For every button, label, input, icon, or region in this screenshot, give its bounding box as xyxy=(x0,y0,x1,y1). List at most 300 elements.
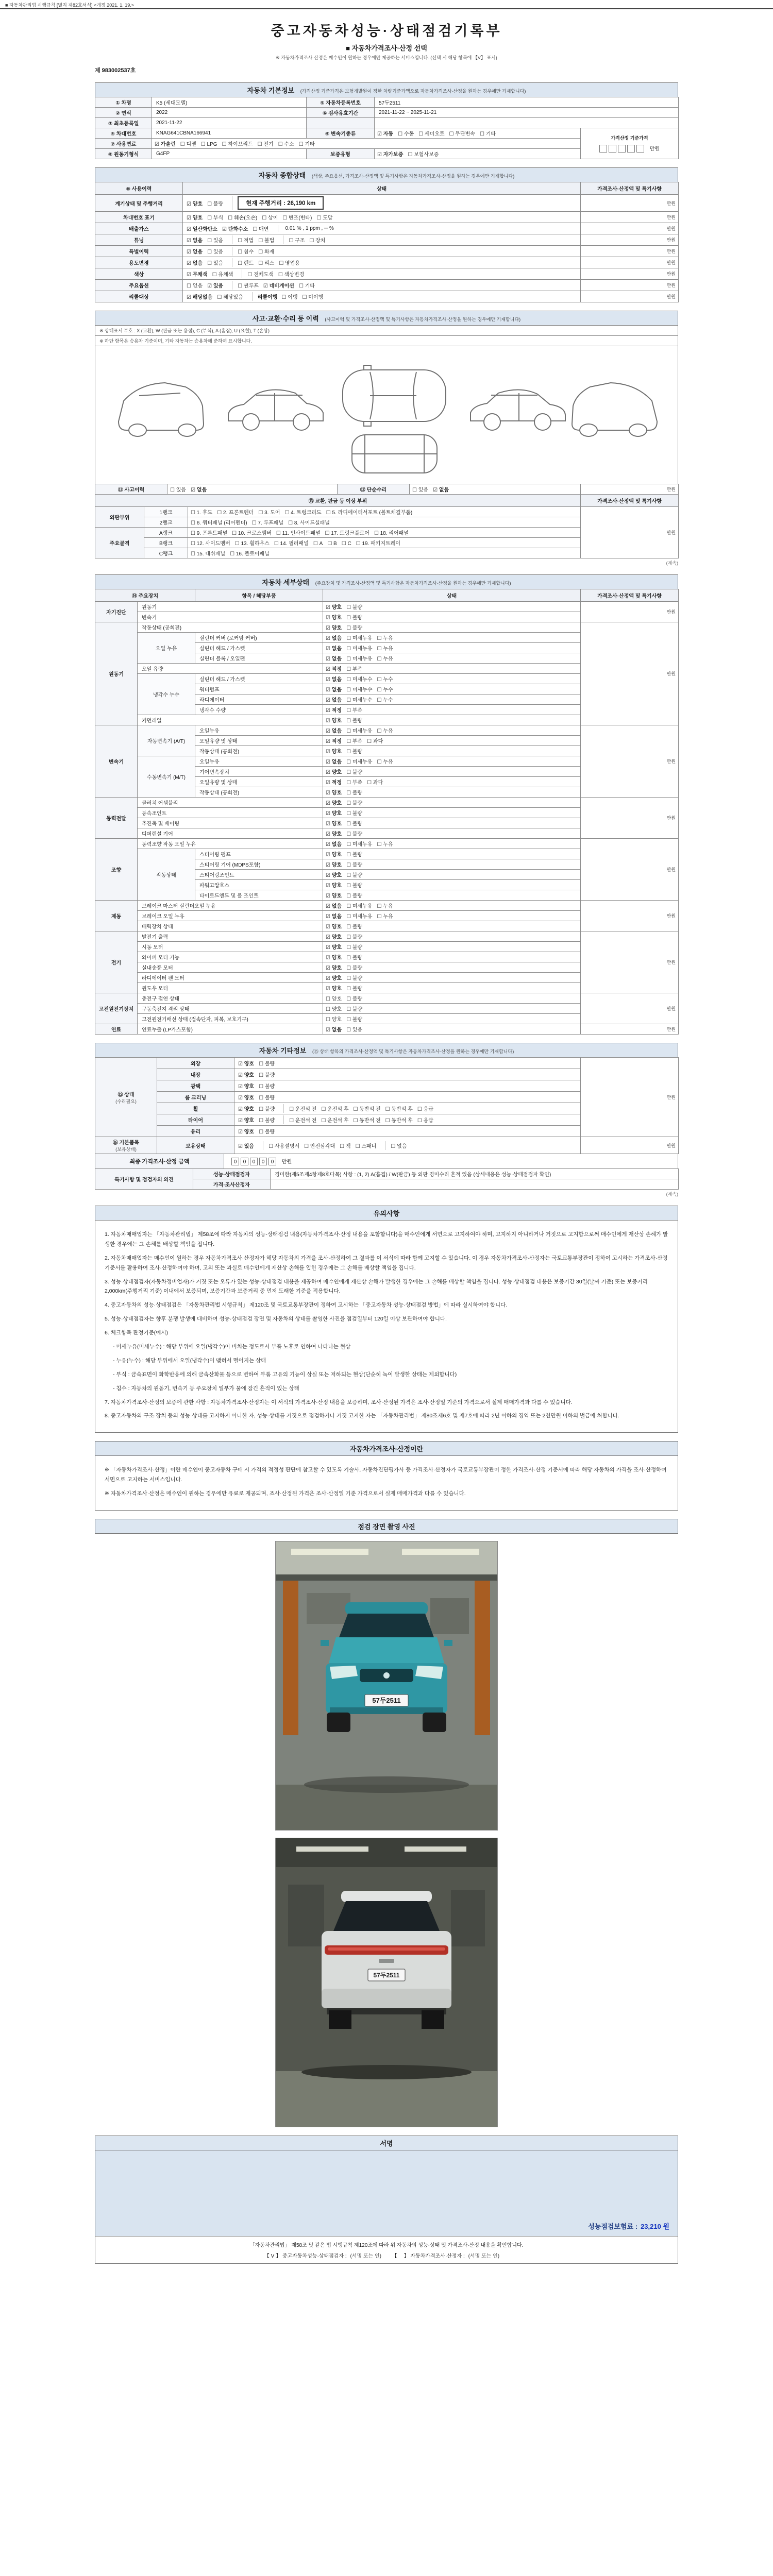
notices-title: 유의사항 xyxy=(95,1206,678,1221)
digit-box[interactable] xyxy=(618,145,626,152)
checkbox-option[interactable]: ☑ 없음 xyxy=(326,904,342,909)
checkbox-option[interactable]: ☑ 양호 xyxy=(326,605,342,611)
checkbox-option[interactable]: ☑ 양호 xyxy=(326,749,342,755)
pricing-info-line: ※ 「자동차가격조사·산정」이란 매수인이 중고자동차 구매 시 가격의 적정성 판단에 참고할 수 있도록 기술사, 자동차진단평가사 등 가격조사·산정자가 국토교통부장관이 정한 가격조사·산정 기준서에 따라 해당 자동차의 가격을 조사·산정하여 서면으로 고지하는 서비스입니다. xyxy=(105,1467,667,1483)
checkbox-option[interactable]: ☐ LPG xyxy=(200,142,217,147)
table-header-row xyxy=(95,495,679,507)
checkbox-option[interactable]: ☐ 유채색 xyxy=(212,272,233,278)
inspection-photo-front xyxy=(275,1541,498,1831)
checkbox-option[interactable]: ☐ 19. 패키지트레이 xyxy=(356,541,401,547)
digit-box[interactable] xyxy=(609,145,616,152)
checkbox-option[interactable]: ☑ 양호 xyxy=(238,1095,255,1101)
checkbox-option[interactable]: ☑ 양호 xyxy=(326,718,342,724)
checkbox-option[interactable]: ☐ 부족 xyxy=(346,739,363,744)
checkbox-option[interactable]: ☑ 양호 xyxy=(238,1061,255,1067)
checkbox-option[interactable]: ☐ 불량 xyxy=(346,801,363,806)
checkbox-option[interactable]: ☑ 없음 xyxy=(326,677,342,683)
checkbox-option[interactable]: ☐ B xyxy=(327,541,337,547)
checkbox-option[interactable]: ☐ 색상변경 xyxy=(278,272,305,278)
usage-state xyxy=(183,268,581,280)
checkbox-option[interactable]: ☑ 양호 xyxy=(326,615,342,621)
digit-box[interactable] xyxy=(599,145,607,152)
checkbox-option[interactable]: ☐ 1. 후드 xyxy=(191,510,213,516)
checkbox-option[interactable]: ☐ 불량 xyxy=(346,945,363,951)
checkbox-option[interactable]: ☑ 해당없음 xyxy=(187,295,213,300)
checkbox-option[interactable]: ☑ 자가보증 xyxy=(377,152,404,158)
checkbox-option[interactable]: ☐ 상이 xyxy=(262,215,278,221)
checkbox-option[interactable]: ☐ 불량 xyxy=(346,1017,363,1023)
item-cell: 시동 모터 xyxy=(138,942,323,952)
checkbox-option[interactable]: ☐ 장치 xyxy=(309,238,326,244)
device-cell: 동력전달 xyxy=(95,798,138,839)
checkbox-option[interactable]: ☐ 전기 xyxy=(257,142,274,147)
checkbox-option[interactable]: ☐ 불량 xyxy=(259,1061,275,1067)
checkbox-option[interactable]: ☐ 스패너 xyxy=(355,1143,377,1149)
item-cell: 오일유량 및 상태 xyxy=(195,777,323,787)
inspection-label: ⑥ 검사유효기간 xyxy=(307,108,375,118)
checkbox-option[interactable]: ☐ 16. 플로어패널 xyxy=(230,551,270,557)
checkbox-option[interactable]: ☐ 기타 xyxy=(298,142,315,147)
rank-cell: 2랭크 xyxy=(144,517,188,528)
checkbox-option[interactable]: ☑ 양호 xyxy=(326,811,342,817)
checkbox-option[interactable]: ☐ 누유 xyxy=(377,656,393,662)
checkbox-option[interactable]: ☐ 불량 xyxy=(259,1118,275,1124)
checkbox-option[interactable]: ☐ 부족 xyxy=(346,667,363,672)
checkbox-option[interactable]: ☐ 4. 트렁크리드 xyxy=(284,510,322,516)
section-detail-title xyxy=(95,574,678,589)
checkbox-option[interactable]: ☑ 양호 xyxy=(326,883,342,889)
checkbox-option[interactable]: ☐ 미세누유 xyxy=(346,728,373,734)
checkbox-option[interactable]: ☑ 양호 xyxy=(326,852,342,858)
item-cell: 기어변속장치 xyxy=(195,767,323,777)
checkbox-option[interactable]: ☐ 과다 xyxy=(367,780,383,786)
checkbox-option[interactable]: ☐ 불량 xyxy=(346,924,363,930)
digit-box[interactable]: 0 xyxy=(268,1158,276,1165)
checkbox-option[interactable]: ☐ 부족 xyxy=(346,780,363,786)
checkbox-option[interactable]: ☐ 운전석 후 xyxy=(321,1107,349,1112)
checkbox-option[interactable]: ☐ 누수 xyxy=(377,698,393,703)
checkbox-option[interactable]: ☑ 양호 xyxy=(238,1084,255,1090)
device-cell: 원동기 xyxy=(95,622,138,725)
checkbox-option[interactable]: ☐ 적법 xyxy=(238,238,254,244)
appraiser-seal[interactable]: (서명 또는 인) xyxy=(468,2253,500,2260)
option-group xyxy=(186,269,242,278)
checkbox-option[interactable]: ☐ 미세누수 xyxy=(346,698,373,703)
checkbox-option[interactable]: ☑ 양호 xyxy=(238,1118,255,1124)
checkbox-option[interactable]: ☐ 응급 xyxy=(417,1118,433,1124)
checkbox-option[interactable]: ☑ 양호 xyxy=(326,976,342,981)
checkbox-option[interactable]: ☐ 해당있음 xyxy=(217,295,243,300)
checkbox-option[interactable]: ☑ 있음 xyxy=(207,283,224,289)
checkbox-option[interactable]: ☐ 있음 xyxy=(346,1027,363,1033)
checkbox-option[interactable]: ☐ 미세누유 xyxy=(346,914,373,920)
device-cell: 제동 xyxy=(95,901,138,931)
checkbox-option[interactable]: ☐ 부족 xyxy=(346,708,363,714)
checkbox-option[interactable]: ☐ 미세누유 xyxy=(346,656,373,662)
checkbox-option[interactable]: ☐ 기타 xyxy=(479,131,496,137)
checkbox-option[interactable]: ☐ 불량 xyxy=(346,893,363,899)
checkbox-option[interactable]: ☐ 불량 xyxy=(346,832,363,837)
item-cell: 스티어링 기어 (MDPS포함) xyxy=(195,859,323,870)
checkbox-option[interactable]: ☐ 리스 xyxy=(258,261,275,266)
checkbox-option[interactable]: ☐ 2. 프론트펜더 xyxy=(217,510,254,516)
usage-state xyxy=(183,234,581,246)
checkbox-option[interactable]: ☐ 17. 트렁크플로어 xyxy=(325,531,369,536)
checkbox-option[interactable]: ☑ 자동 xyxy=(377,131,394,137)
checkbox-option[interactable]: ☐ 불량 xyxy=(346,852,363,858)
notice-paragraph: 5. 성능·상태점검자는 향후 분쟁 발생에 대비하여 성능·상태점검 장면 및 자동차의 상태를 촬영한 사진을 점검일부터 120일 이상 보관하여야 합니다. xyxy=(105,1316,447,1323)
checkbox-option[interactable]: ☑ 양호 xyxy=(326,801,342,806)
checkbox-option[interactable]: ☑ 양호 xyxy=(326,955,342,961)
checkbox-option[interactable]: ☐ 구조 xyxy=(289,238,305,244)
checkbox-option[interactable]: ☐ 불법 xyxy=(258,238,275,244)
notice-paragraph: 4. 중고자동차의 성능·상태점검은 「자동차관리법 시행규칙」 제120조 및 국토교통부장관이 정하여 고시하는 「중고자동차 성능·상태점검 방법」에 따라 실시하여야 합니다. xyxy=(105,1302,508,1309)
checkbox-option[interactable]: ☐ 운전석 전 xyxy=(289,1118,317,1124)
checkbox-option[interactable]: ☑ 없음 xyxy=(326,1027,342,1033)
state-cell xyxy=(323,1014,581,1024)
item-cell: 타이어 xyxy=(157,1114,234,1126)
checkbox-option[interactable]: ☑ 양호 xyxy=(326,790,342,796)
checkbox-option[interactable]: ☐ 매연 xyxy=(253,227,269,232)
checkbox-option[interactable]: ☐ 영업용 xyxy=(279,261,300,266)
checkbox-option[interactable]: ☑ 없음 xyxy=(191,487,207,493)
checkbox-option[interactable]: ☐ 10. 크로스멤버 xyxy=(232,531,272,536)
checkbox-option[interactable]: ☐ 누유 xyxy=(377,914,393,920)
checkbox-option[interactable]: ☑ 양호 xyxy=(187,201,203,207)
item-cell: 오일유량 및 상태 xyxy=(195,736,323,746)
state-cell xyxy=(323,694,581,705)
col-price: 가격조사·산정액 및 특기사항 xyxy=(581,495,679,507)
checkbox-option[interactable]: ☐ 불량 xyxy=(346,770,363,775)
item-cell: 배력장치 상태 xyxy=(138,921,323,931)
checkbox-option[interactable]: ☑ 양호 xyxy=(238,1107,255,1112)
checkbox-option[interactable]: ☑ 있음 xyxy=(238,1143,255,1149)
checkbox-option[interactable]: ☐ 불량 xyxy=(207,201,224,207)
section-overall-title xyxy=(95,167,678,182)
table-header-row xyxy=(95,182,679,195)
accident-history-options xyxy=(167,484,338,495)
checkbox-option[interactable]: ☐ 불량 xyxy=(346,976,363,981)
usage-label: 색상 xyxy=(95,268,183,280)
checkbox-option[interactable]: ☑ 없음 xyxy=(326,687,342,693)
checkbox-option[interactable]: ☐ 수동 xyxy=(398,131,414,137)
checkbox-option[interactable]: ☐ 7. 루프패널 xyxy=(251,520,284,526)
checkbox-option[interactable]: ☑ 없음 xyxy=(326,759,342,765)
checkbox-option[interactable]: ☐ 불량 xyxy=(346,615,363,621)
checkbox-option[interactable]: ☐ 동반석 전 xyxy=(353,1107,381,1112)
checkbox-option[interactable]: ☐ 있음 xyxy=(207,249,224,255)
state-cell xyxy=(234,1137,581,1154)
checkbox-option[interactable]: ☐ 불량 xyxy=(259,1107,275,1112)
option-group xyxy=(237,1070,283,1079)
checkbox-option[interactable]: ☑ 양호 xyxy=(326,945,342,951)
checkbox-option[interactable]: ☐ 침수 xyxy=(238,249,254,255)
checkbox-option[interactable]: ☐ 응급 xyxy=(417,1107,433,1112)
table-row xyxy=(95,507,679,517)
checkbox-option[interactable]: ☑ 없음 xyxy=(326,636,342,641)
checkbox-option[interactable]: ☐ 8. 사이드실패널 xyxy=(288,520,330,526)
checkbox-option[interactable]: ☐ 세미오토 xyxy=(418,131,445,137)
digit-box[interactable]: 0 xyxy=(241,1158,248,1165)
usage-label: 리콜대상 xyxy=(95,291,183,302)
state-cell xyxy=(234,1092,581,1103)
checkbox-option[interactable]: ☐ 15. 대쉬패널 xyxy=(191,551,226,557)
checkbox-option[interactable]: ☐ 불량 xyxy=(346,605,363,611)
option-group xyxy=(232,196,328,210)
notice-paragraph: - 부식 : 금속표면이 화학반응에 의해 금속산화물 등으로 변하여 부품 고유의 기능이 상실 또는 저하되는 현상(단순히 녹이 발생한 상태는 제외합니다) xyxy=(113,1371,457,1378)
checkbox-option[interactable]: ☐ 디젤 xyxy=(180,142,196,147)
checkbox-option[interactable]: ☐ 없음 xyxy=(187,283,203,289)
option-group xyxy=(237,1093,283,1101)
checkbox-option[interactable]: ☑ 양호 xyxy=(326,770,342,775)
checkbox-option[interactable]: ☐ 13. 휠하우스 xyxy=(234,541,270,547)
checkbox-option[interactable]: ☑ 양호 xyxy=(326,625,342,631)
checkbox-option[interactable]: ☐ 불량 xyxy=(346,862,363,868)
option-group xyxy=(186,292,252,301)
checkbox-option[interactable]: ☑ 양호 xyxy=(326,862,342,868)
device-sub-label: (수리필요) xyxy=(115,1098,137,1104)
price-cell: 만원 xyxy=(581,1137,679,1154)
item-cell: 오일누유 xyxy=(195,756,323,767)
checkbox-option[interactable]: ☐ 전체도색 xyxy=(247,272,274,278)
checkbox-option[interactable]: ☐ 불량 xyxy=(346,821,363,827)
table-row xyxy=(95,484,679,495)
checkbox-option[interactable]: ☑ 무채색 xyxy=(187,272,208,278)
checkbox-option[interactable]: ☑ 양호 xyxy=(326,893,342,899)
checkbox-option[interactable]: ☐ 누유 xyxy=(377,842,393,848)
checkbox-option[interactable]: ☐ 안전삼각대 xyxy=(304,1143,335,1149)
checkbox-option[interactable]: ☑ 없음 xyxy=(326,842,342,848)
item-cell: 실린더 헤드 / 가스켓 xyxy=(195,674,323,684)
digit-box[interactable]: 0 xyxy=(250,1158,258,1165)
checkbox-option[interactable]: ☑ 양호 xyxy=(326,986,342,992)
checkbox-option[interactable]: ☐ 불량 xyxy=(346,718,363,724)
checkbox-option[interactable]: ☑ 양호 xyxy=(326,924,342,930)
state-cell xyxy=(323,849,581,859)
table-row xyxy=(95,234,679,246)
checkbox-option[interactable]: ☐ 불량 xyxy=(346,1007,363,1012)
checkbox-option[interactable]: ☑ 양호 xyxy=(326,935,342,940)
usage-state xyxy=(183,195,581,212)
rank-cell: 1랭크 xyxy=(144,507,188,517)
checkbox-option[interactable]: ☐ 불량 xyxy=(346,996,363,1002)
checkbox-option[interactable]: ☐ 불량 xyxy=(259,1129,275,1135)
checkbox-option[interactable]: ☐ C xyxy=(341,541,351,547)
checkbox-option[interactable]: ☐ 3. 도어 xyxy=(258,510,280,516)
checkbox-option[interactable]: ☐ 동반석 후 xyxy=(385,1118,413,1124)
checkbox-option[interactable]: ☐ 있음 xyxy=(207,238,224,244)
checkbox-option[interactable]: ☑ 없음 xyxy=(433,487,449,493)
checkbox-option[interactable]: ☐ 훼손(오손) xyxy=(228,215,258,221)
price-cell: 만원 xyxy=(581,195,679,212)
checkbox-option[interactable]: ☑ 네비게이션 xyxy=(263,283,294,289)
inspector-signer-label: 【 V 】 중고자동차성능·상태점검자 : xyxy=(264,2253,347,2260)
checkbox-option[interactable]: ☐ 변조(변타) xyxy=(282,215,312,221)
checkbox-option[interactable]: ☐ 불량 xyxy=(346,873,363,878)
checkbox-option[interactable]: ☐ 무단변속 xyxy=(449,131,475,137)
checkbox-option[interactable]: ☐ 운전석 전 xyxy=(289,1107,317,1112)
checkbox-option[interactable]: ☐ 잭 xyxy=(340,1143,351,1149)
price-cell: 만원 xyxy=(581,280,679,291)
state-cell xyxy=(323,962,581,973)
base-price-digits[interactable] xyxy=(599,146,646,152)
checkbox-option[interactable]: ☐ 미세누수 xyxy=(346,677,373,683)
checkbox-option[interactable]: ☐ 부식 xyxy=(207,215,224,221)
state-cell xyxy=(323,798,581,808)
checkbox-option[interactable]: ☐ 보험사보증 xyxy=(408,152,439,158)
checkbox-option[interactable]: ☑ 양호 xyxy=(187,215,203,221)
price-cell: 만원 xyxy=(581,931,679,993)
checkbox-option[interactable]: ☐ 양호 xyxy=(326,1007,342,1012)
checkbox-option[interactable]: ☐ 양호 xyxy=(326,996,342,1002)
checkbox-option[interactable]: ☐ 양호 xyxy=(326,1017,342,1023)
checkbox-option[interactable]: ☐ 있음 xyxy=(412,487,429,493)
appraiser-note xyxy=(271,1179,679,1190)
checkbox-option[interactable]: ☐ 동반석 후 xyxy=(385,1107,413,1112)
state-cell xyxy=(323,664,581,674)
checkbox-option[interactable]: ☐ 없음 xyxy=(391,1143,407,1149)
checkbox-option[interactable]: ☑ 양호 xyxy=(238,1129,255,1135)
checkbox-option[interactable]: ☐ 불량 xyxy=(346,935,363,940)
checkbox-option[interactable]: ☐ 9. 프론트패널 xyxy=(191,531,228,536)
usage-state xyxy=(183,246,581,257)
checkbox-option[interactable]: ☑ 양호 xyxy=(326,873,342,878)
checkbox-option[interactable]: ☑ 없음 xyxy=(187,261,203,266)
digit-box[interactable]: 0 xyxy=(231,1158,239,1165)
checkbox-option[interactable]: ☐ 불량 xyxy=(346,790,363,796)
checkbox-option[interactable]: ☐ 불량 xyxy=(346,986,363,992)
checkbox-option[interactable]: ☐ 이행 xyxy=(281,295,298,300)
item-cell: 충전구 절연 상태 xyxy=(138,993,323,1004)
checkbox-option[interactable]: ☐ 누수 xyxy=(377,687,393,693)
checkbox-option[interactable]: ☐ 불량 xyxy=(346,955,363,961)
checkbox-option[interactable]: ☐ 렌트 xyxy=(238,261,254,266)
checkbox-option[interactable]: ☑ 양호 xyxy=(326,832,342,837)
checkbox-option[interactable]: ☐ 18. 리어패널 xyxy=(374,531,409,536)
checkbox-option[interactable]: ☑ 적정 xyxy=(326,708,342,714)
checkbox-option[interactable]: ☐ A xyxy=(313,541,323,547)
state-cell xyxy=(323,746,581,756)
checkbox-option[interactable]: ☑ 일산화탄소 xyxy=(187,227,218,232)
checkbox-option[interactable]: ☐ 미세누유 xyxy=(346,636,373,641)
checkbox-option[interactable]: ☐ 불량 xyxy=(346,749,363,755)
checkbox-option[interactable]: ☐ 동반석 전 xyxy=(353,1118,381,1124)
checkbox-option[interactable]: ☐ 있음 xyxy=(207,261,224,266)
checkbox-option[interactable]: ☑ 양호 xyxy=(238,1073,255,1078)
usage-label: 계기상태 및 주행거리 xyxy=(95,195,183,212)
checkbox-option[interactable]: ☐ 미이행 xyxy=(302,295,324,300)
table-row xyxy=(95,1058,679,1069)
checkbox-option[interactable]: ☐ 누유 xyxy=(377,646,393,652)
checkbox-option[interactable]: ☐ 14. 필러패널 xyxy=(274,541,309,547)
checkbox-option[interactable]: ☐ 화재 xyxy=(258,249,275,255)
checkbox-option[interactable]: ☐ 불량 xyxy=(259,1073,275,1078)
overall-body xyxy=(95,195,679,302)
empty-cell xyxy=(307,118,375,128)
checkbox-option[interactable]: ☑ 양호 xyxy=(326,965,342,971)
checkbox-option[interactable]: ☐ 누유 xyxy=(377,759,393,765)
table-row xyxy=(95,1137,679,1154)
year-label: ② 연식 xyxy=(95,108,152,118)
usage-label: 특별이력 xyxy=(95,246,183,257)
digit-box[interactable]: 0 xyxy=(259,1158,267,1165)
option-group xyxy=(186,258,232,267)
option-group xyxy=(232,235,283,244)
digit-box[interactable] xyxy=(636,145,644,152)
checkbox-option[interactable]: ☑ 탄화수소 xyxy=(222,227,248,232)
checkbox-option[interactable]: ☐ 누유 xyxy=(377,728,393,734)
checkbox-option[interactable]: ☑ 적정 xyxy=(326,667,342,672)
checkbox-option[interactable]: ☑ 없음 xyxy=(326,646,342,652)
checkbox-option[interactable]: ☑ 없음 xyxy=(326,914,342,920)
item-cell: 스티어링조인트 xyxy=(195,870,323,880)
checkbox-option[interactable]: ☐ 6. 쿼터패널 (리어펜더) xyxy=(191,520,247,526)
checkbox-option[interactable]: ☑ 없음 xyxy=(326,728,342,734)
checkbox-option[interactable]: ☐ 사용설명서 xyxy=(268,1143,300,1149)
checkbox-option[interactable]: ☐ 미세누유 xyxy=(346,904,373,909)
device-cell: 자기진단 xyxy=(95,602,138,622)
checkbox-option[interactable]: ☐ 12. 사이드멤버 xyxy=(191,541,230,547)
checkbox-option[interactable]: ☐ 불량 xyxy=(259,1084,275,1090)
checkbox-option[interactable]: ☐ 불량 xyxy=(346,965,363,971)
checkbox-option[interactable]: ☐ 운전석 후 xyxy=(321,1118,349,1124)
checkbox-option[interactable]: ☐ 불량 xyxy=(346,811,363,817)
notices-box xyxy=(95,1206,678,1433)
checkbox-option[interactable]: ☑ 없음 xyxy=(326,656,342,662)
checkbox-option[interactable]: ☐ 불량 xyxy=(346,625,363,631)
checkbox-option[interactable]: ☐ 11. 인사이드패널 xyxy=(276,531,321,536)
notice-paragraph: 7. 자동차가격조사·산정의 보증에 관한 사항 : 자동차가격조사·산정자는 이 서식의 가격조사·산정 내용을 보증하며, 조사·산정된 가격은 조사·산정일 기준의 가격으로서 실제 매매가격과 다를 수 있습니다. xyxy=(105,1399,573,1405)
checkbox-option[interactable]: ☐ 도말 xyxy=(316,215,333,221)
checkbox-option[interactable]: ☑ 없음 xyxy=(187,249,203,255)
checkbox-option[interactable]: ☐ 미세누유 xyxy=(346,842,373,848)
checkbox-option[interactable]: ☐ 불량 xyxy=(346,883,363,889)
option-group xyxy=(232,247,283,256)
checkbox-option[interactable]: ☐ 하이브리드 xyxy=(222,142,253,147)
checkbox-option[interactable]: ☐ 미세누유 xyxy=(346,646,373,652)
checkbox-option[interactable]: ☑ 가솔린 xyxy=(155,142,176,147)
car-diagram xyxy=(95,346,678,484)
checkbox-option[interactable]: ☐ 수소 xyxy=(278,142,294,147)
table-row xyxy=(95,257,679,268)
checkbox-option[interactable]: ☐ 5. 라디에이터서포트 (볼트체결부품) xyxy=(326,510,413,516)
checkbox-option[interactable]: ☐ 불량 xyxy=(259,1095,275,1101)
checkbox-option[interactable]: ☑ 적정 xyxy=(326,739,342,744)
table-row xyxy=(95,223,679,234)
final-amount-digits[interactable] xyxy=(231,1159,278,1165)
digit-box[interactable] xyxy=(627,145,635,152)
price-cell: 만원 xyxy=(581,1024,679,1035)
checkbox-option[interactable]: ☐ 있음 xyxy=(170,487,187,493)
checkbox-option[interactable]: ☐ 미세누수 xyxy=(346,687,373,693)
checkbox-option[interactable]: ☑ 양호 xyxy=(326,821,342,827)
checkbox-option[interactable]: ☐ 미세누유 xyxy=(346,759,373,765)
inspector-seal[interactable]: (서명 또는 인) xyxy=(350,2253,381,2260)
state-cell xyxy=(323,818,581,828)
checkbox-option[interactable]: ☑ 없음 xyxy=(187,238,203,244)
checkbox-option[interactable]: ☐ 누유 xyxy=(377,904,393,909)
checkbox-option[interactable]: ☐ 누유 xyxy=(377,636,393,641)
checkbox-option[interactable]: ☑ 적정 xyxy=(326,780,342,786)
checkbox-option[interactable]: ☐ 과다 xyxy=(367,739,383,744)
option-group xyxy=(186,247,232,256)
rank-cell: C랭크 xyxy=(144,548,188,558)
final-amount-row xyxy=(95,1154,678,1169)
checkbox-option[interactable]: ☐ 기타 xyxy=(298,283,315,289)
checkbox-option[interactable]: ☑ 없음 xyxy=(326,698,342,703)
checkbox-option[interactable]: ☐ 누수 xyxy=(377,677,393,683)
checkbox-option[interactable]: ☐ 썬루프 xyxy=(238,283,259,289)
